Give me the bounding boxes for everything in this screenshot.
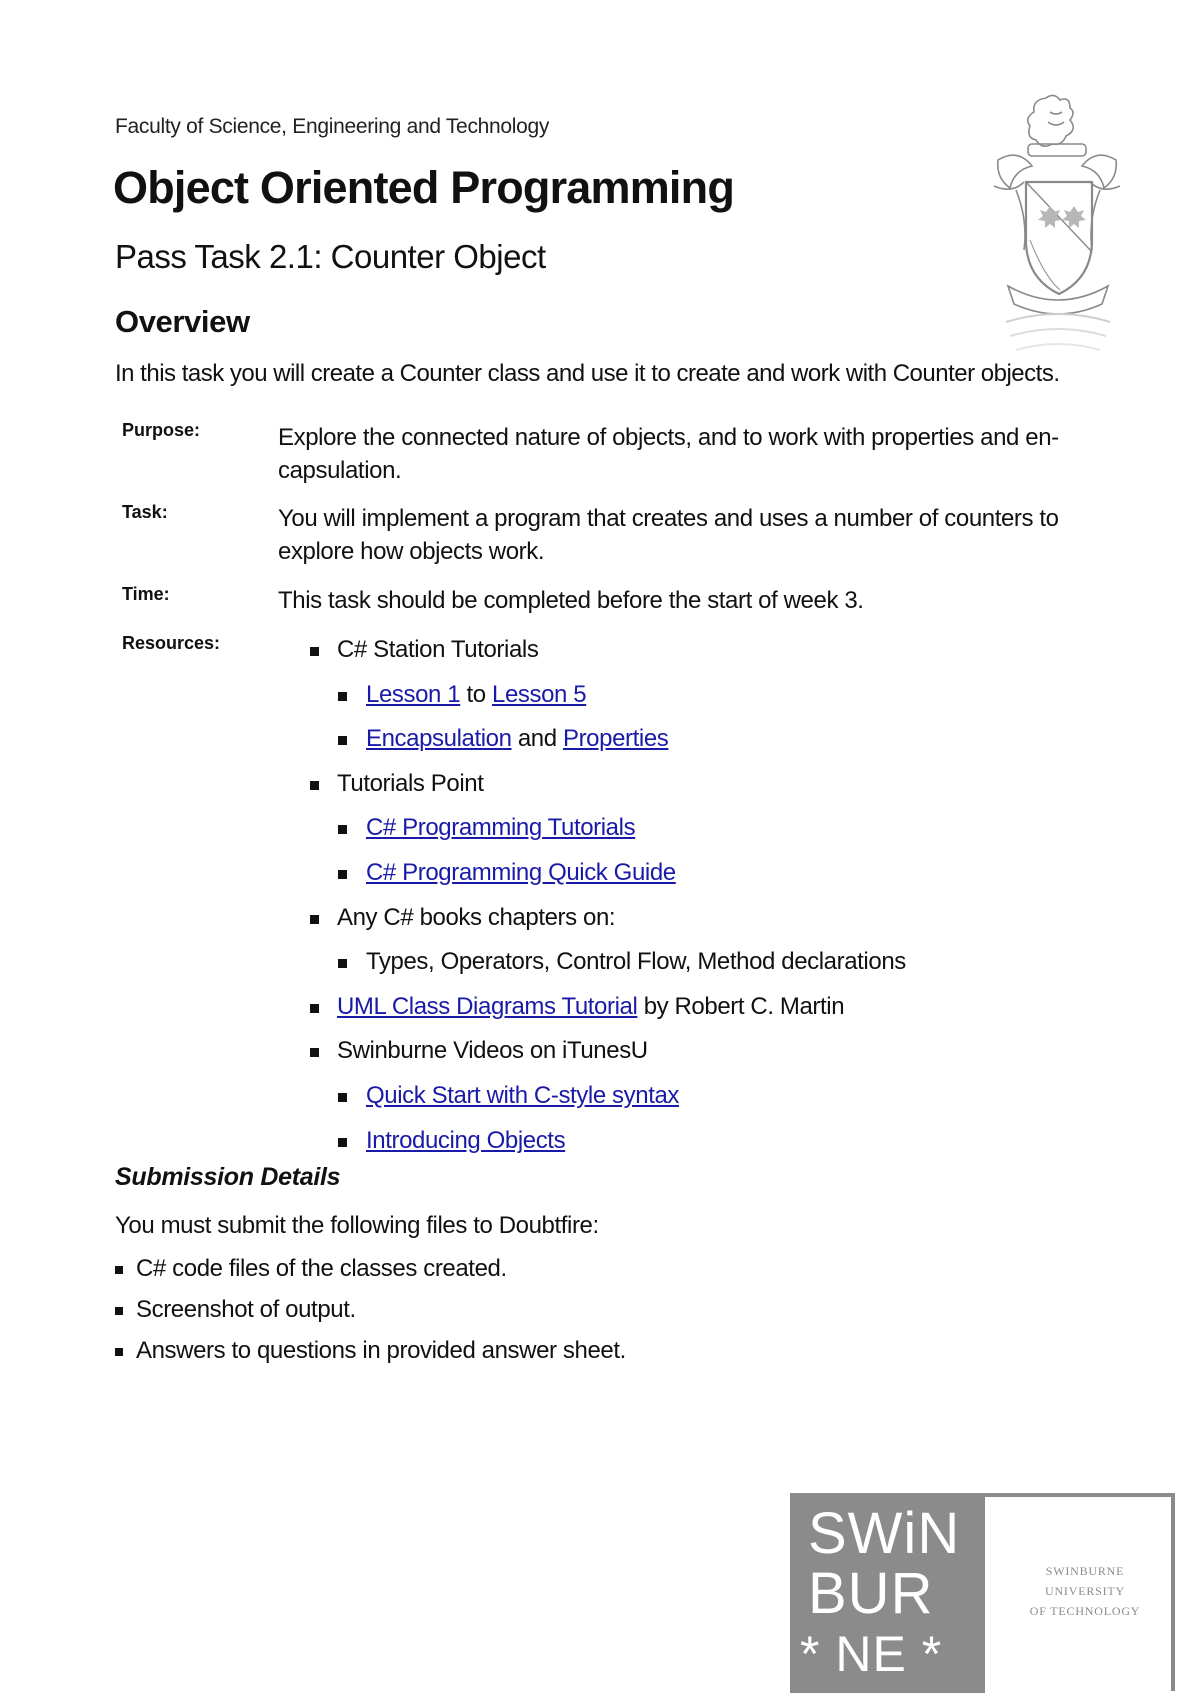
square-bullet-icon xyxy=(310,1048,319,1057)
to-text: to xyxy=(466,680,486,708)
logo-line-2: BUR xyxy=(808,1561,934,1626)
task-label: Task: xyxy=(122,502,168,522)
logo-caption-line-2: OF TECHNOLOGY xyxy=(1029,1604,1141,1618)
list-item xyxy=(278,628,1098,673)
list-item xyxy=(278,1029,1098,1074)
csharp-programming-tutorials-link[interactable]: C# Programming Tutorials xyxy=(366,814,636,842)
task-text: You will implement a program that creates and uses a number of counters to explore how objects work. xyxy=(278,505,1059,565)
resources-label: Resources: xyxy=(122,633,221,653)
any-books-label: Any C# books chapters on: xyxy=(337,903,616,931)
purpose-label: Purpose: xyxy=(122,420,201,440)
list-item xyxy=(278,806,1098,851)
properties-link[interactable]: Properties xyxy=(562,725,669,753)
square-bullet-icon xyxy=(338,1138,347,1147)
list-item xyxy=(278,896,1098,941)
square-bullet-icon xyxy=(310,647,319,656)
purpose-text: Explore the connected nature of objects, and to work with properties and en-capsulation. xyxy=(278,424,1059,484)
uml-author-text: by Robert C. Martin xyxy=(643,992,845,1020)
submission-list xyxy=(115,1248,626,1371)
lesson-1-link[interactable]: Lesson 1 xyxy=(366,680,461,708)
list-item xyxy=(115,1330,626,1371)
list-item xyxy=(278,851,1098,896)
quick-start-link[interactable]: Quick Start with C-style syntax xyxy=(366,1081,680,1109)
square-bullet-icon xyxy=(310,781,319,790)
list-item xyxy=(278,762,1098,807)
square-bullet-icon xyxy=(338,870,347,879)
square-bullet-icon xyxy=(338,1093,347,1102)
csharp-station-label: C# Station Tutorials xyxy=(337,636,539,663)
square-bullet-icon xyxy=(338,692,347,701)
encapsulation-link[interactable]: Encapsulation xyxy=(366,725,512,753)
submission-intro: You must submit the following files to Doubtfire: xyxy=(115,1212,599,1239)
introducing-objects-link[interactable]: Introducing Objects xyxy=(366,1126,566,1154)
logo-line-1: SWiN xyxy=(808,1501,961,1566)
university-crest-icon xyxy=(988,90,1128,360)
faculty-name: Faculty of Science, Engineering and Technology xyxy=(115,115,550,138)
logo-wordmark xyxy=(790,1493,985,1693)
square-bullet-icon xyxy=(338,736,347,745)
list-item xyxy=(278,985,1098,1030)
submission-item-text: Answers to questions in provided answer sheet. xyxy=(136,1337,626,1364)
logo-caption-line-1: SWINBURNE UNIVERSITY xyxy=(1045,1564,1125,1598)
square-bullet-icon xyxy=(310,1004,319,1013)
overview-text: In this task you will create a Counter class and use it to create and work with Counter objects. xyxy=(115,360,1060,387)
logo-caption xyxy=(1005,1561,1165,1621)
list-item xyxy=(278,673,1098,718)
logo-line-3: * NE * xyxy=(800,1626,943,1682)
submission-item-text: Screenshot of output. xyxy=(136,1296,356,1323)
resources-list xyxy=(278,628,1098,1163)
book-topics-text: Types, Operators, Control Flow, Method declarations xyxy=(366,948,906,976)
task-title: Pass Task 2.1: Counter Object xyxy=(115,238,546,275)
list-item xyxy=(278,940,1098,985)
list-item xyxy=(115,1289,626,1330)
list-item xyxy=(278,717,1098,762)
square-bullet-icon xyxy=(310,915,319,924)
list-item xyxy=(278,1119,1098,1164)
square-bullet-icon xyxy=(115,1266,123,1274)
csharp-quick-guide-link[interactable]: C# Programming Quick Guide xyxy=(366,858,676,886)
list-item xyxy=(278,1074,1098,1119)
submission-heading: Submission Details xyxy=(115,1163,341,1191)
tutorials-point-label: Tutorials Point xyxy=(337,769,484,797)
square-bullet-icon xyxy=(115,1348,123,1356)
time-text: This task should be completed before the start of week 3. xyxy=(278,587,864,614)
square-bullet-icon xyxy=(338,825,347,834)
square-bullet-icon xyxy=(115,1307,123,1315)
course-title: Object Oriented Programming xyxy=(113,162,735,213)
uml-tutorial-link[interactable]: UML Class Diagrams Tutorial xyxy=(337,992,638,1020)
square-bullet-icon xyxy=(338,959,347,968)
swinburne-videos-label: Swinburne Videos on iTunesU xyxy=(337,1037,648,1065)
time-label: Time: xyxy=(122,584,170,604)
submission-item-text: C# code files of the classes created. xyxy=(136,1255,507,1282)
overview-heading: Overview xyxy=(115,304,250,339)
list-item xyxy=(115,1248,626,1289)
swinburne-logo xyxy=(790,1493,1178,1698)
and-text: and xyxy=(517,725,557,753)
lesson-5-link[interactable]: Lesson 5 xyxy=(492,680,587,708)
